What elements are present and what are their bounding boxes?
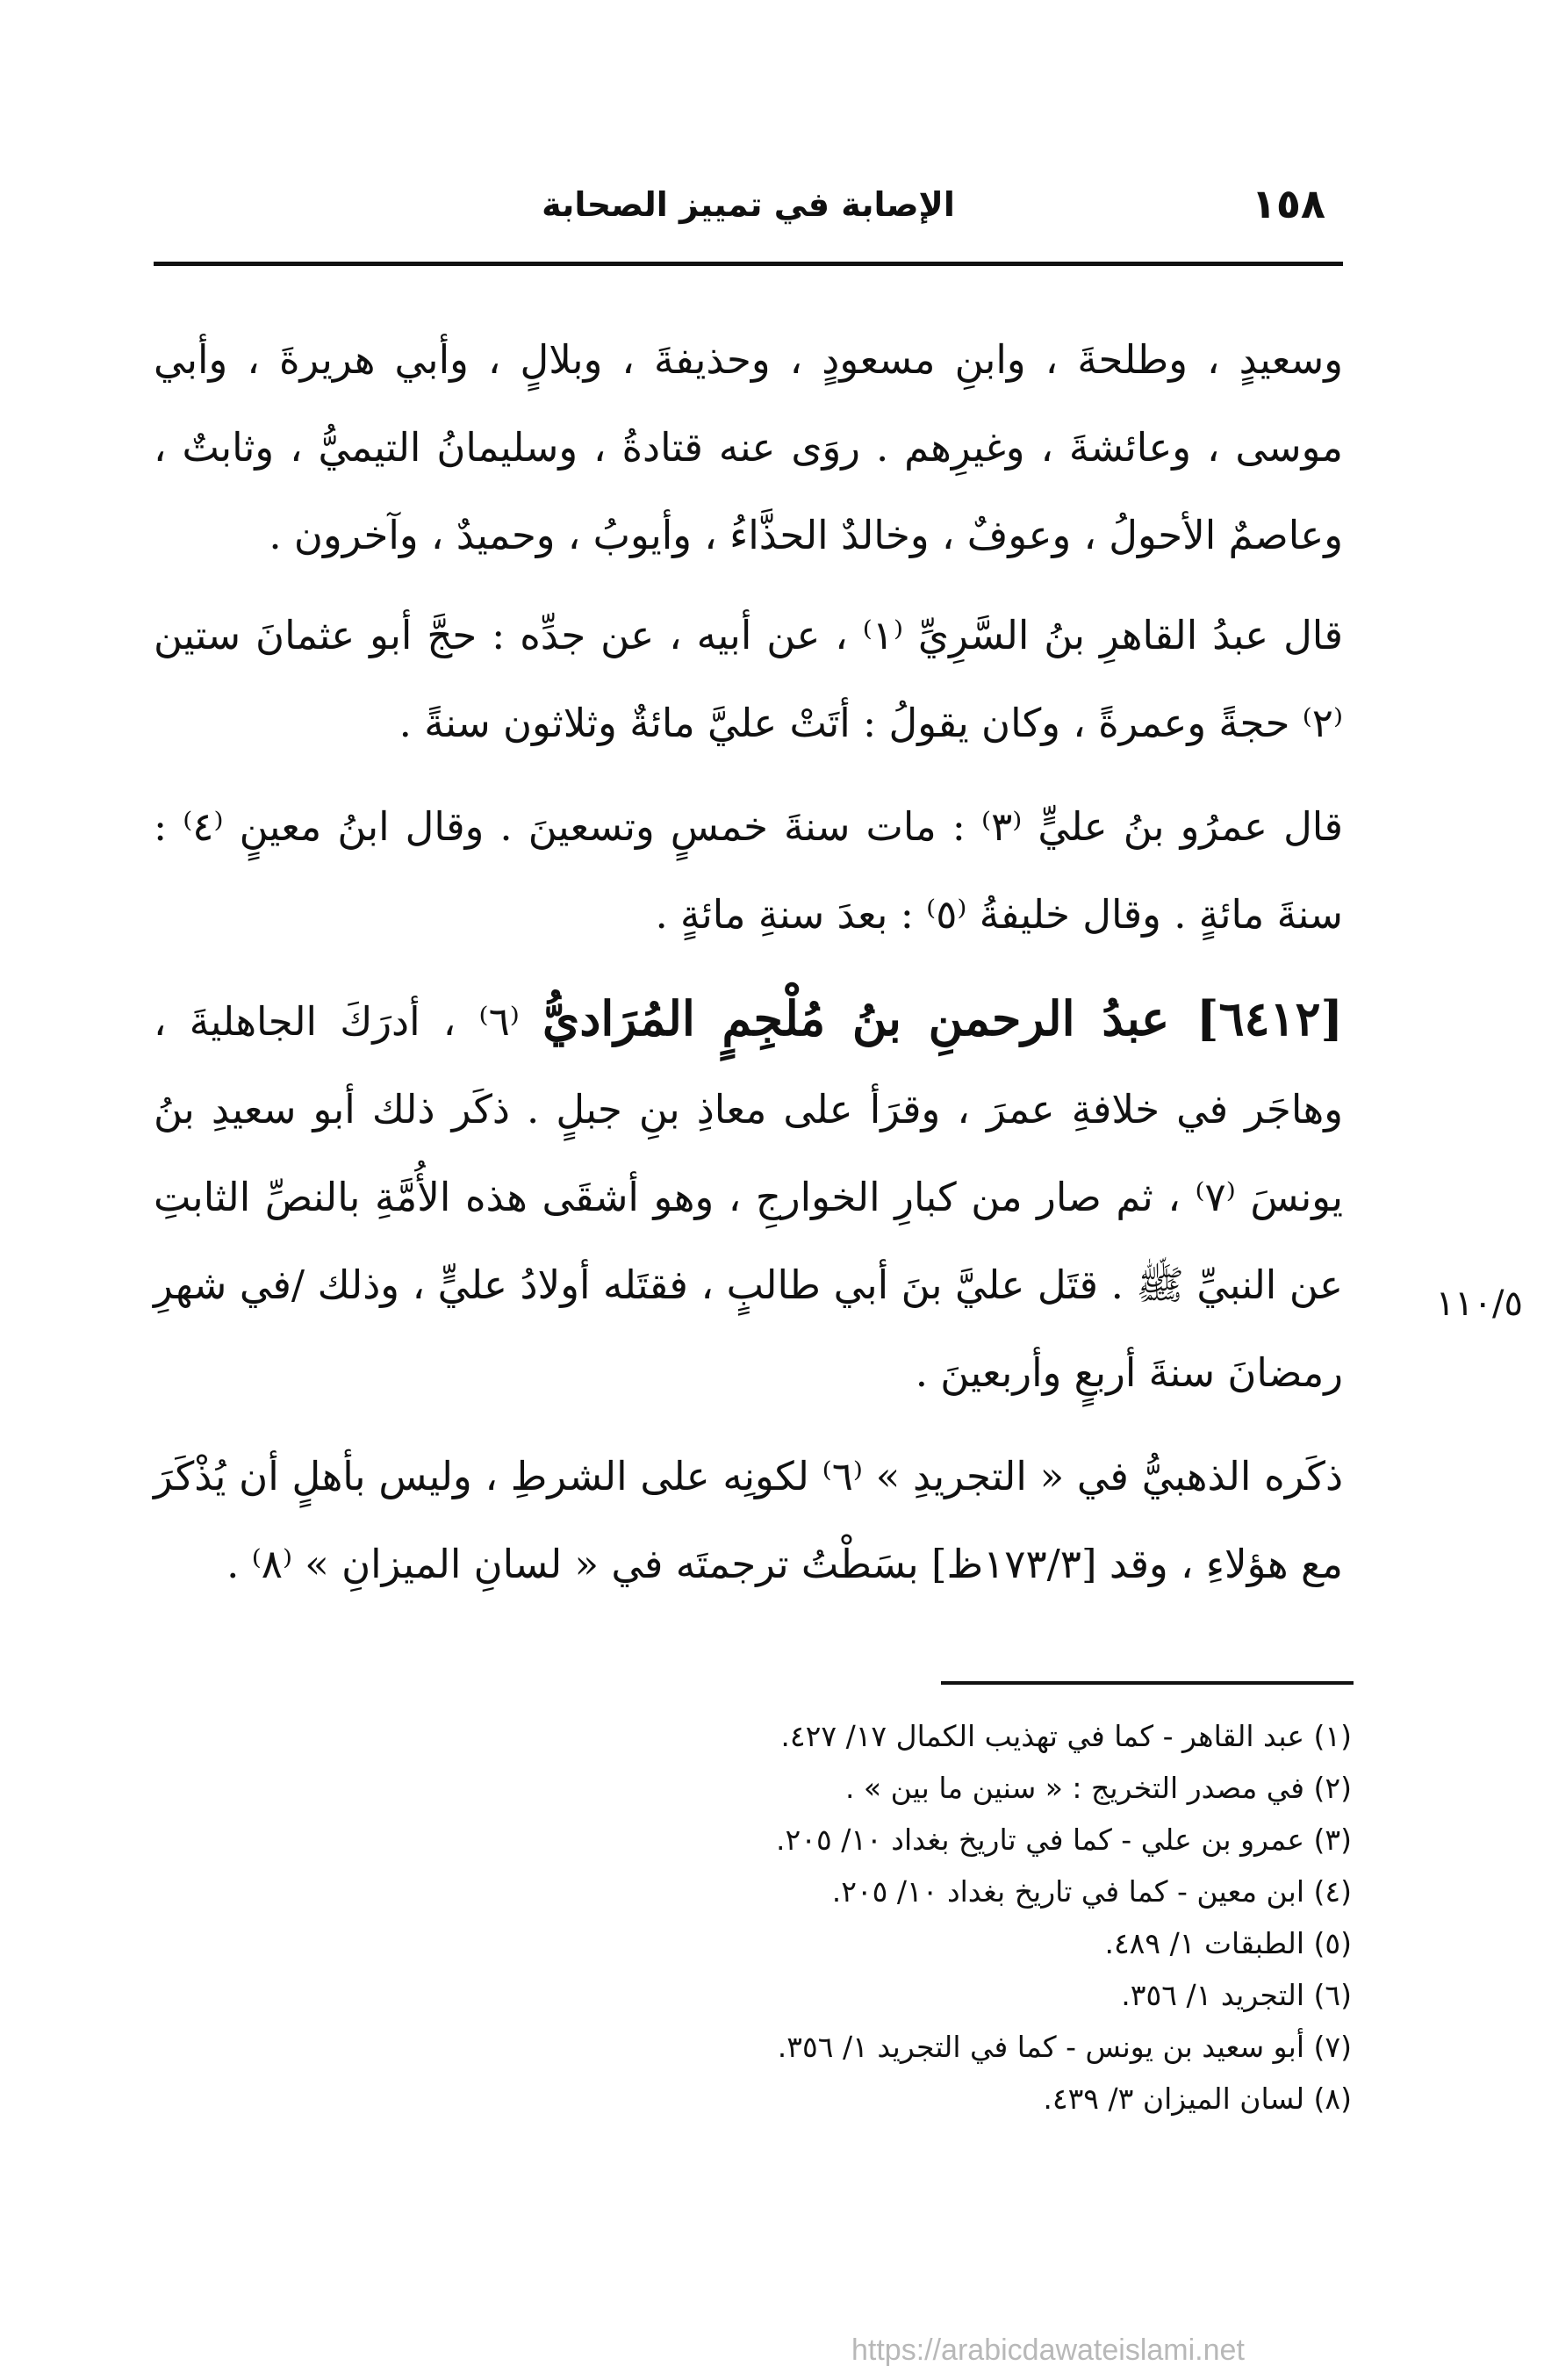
footnote-3: (٣) عمرو بن علي - كما في تاريخ بغداد ١٠/ ٢٠٥. xyxy=(776,1823,1352,1857)
paragraph-2: قال عبدُ القاهرِ بنُ السَّرِيِّ ⁽١⁾ ، عن أبيه ، عن جدِّه : حجَّ أبو عثمانَ ستين ⁽٢⁾ حجةً وعمرةً ، وكان يقولُ : أتَتْ عليَّ مائةٌ وثلاثون سنةً . xyxy=(154,612,1343,746)
paragraph-4-text: ⁽٦⁾ ، أدرَكَ الجاهليةَ ، وهاجَر في خلافةِ عمرَ ، وقرَأ على معاذِ بنِ جبلٍ . ذكَر ذلك أبو سعيدِ بنُ يونسَ ⁽٧⁾ ، ثم صار من كبارِ الخوارجِ ، وهو أشقَى هذه الأُمَّةِ بالنصِّ الثابتِ عن النبيِّ ﷺ . قتَل عليَّ بنَ أبي طالبٍ ، فقتَله أولادُ عليٍّ ، وذلك /في شهرِ رمضانَ سنةَ أربعٍ وأربعينَ . xyxy=(154,998,1344,1396)
page-header xyxy=(154,180,1343,241)
footnote-7: (٧) أبو سعيد بن يونس - كما في التجريد ١/ ٣٥٦. xyxy=(777,2030,1352,2064)
footnotes xyxy=(351,1710,1352,2125)
margin-reference: ١١٠/٥ xyxy=(1435,1283,1523,1324)
footnote-6: (٦) التجريد ١/ ٣٥٦. xyxy=(1121,1978,1352,2012)
footnote-1: (١) عبد القاهر - كما في تهذيب الكمال ١٧/ ٤٢٧. xyxy=(780,1719,1352,1753)
running-title: الإصابة في تمييز الصحابة xyxy=(542,185,955,224)
watermark-url: https://arabicdawateislami.net xyxy=(851,2333,1245,2367)
header-rule xyxy=(154,262,1343,266)
footnote-rule xyxy=(941,1681,1354,1685)
footnote-2: (٢) في مصدر التخريج : « سنين ما بين » . xyxy=(844,1771,1352,1805)
page-number: ١٥٨ xyxy=(1251,180,1325,227)
footnote-4: (٤) ابن معين - كما في تاريخ بغداد ١٠/ ٢٠٥. xyxy=(831,1874,1352,1909)
paragraph-5: ذكَره الذهبيُّ في « التجريدِ » ⁽٦⁾ لكونِه على الشرطِ ، وليس بأهلٍ أن يُذْكَرَ مع هؤلاءِ ، وقد [١٧٣/٣ظ] بسَطْتُ ترجمتَه في « لسانِ الميزانِ » ⁽٨⁾ . xyxy=(154,1453,1344,1587)
footnote-8: (٨) لسان الميزان ٣/ ٤٣٩. xyxy=(1043,2082,1352,2116)
paragraph-1: وسعيدٍ ، وطلحةَ ، وابنِ مسعودٍ ، وحذيفةَ ، وبلالٍ ، وأبي هريرةَ ، وأبي موسى ، وعائشةَ ، وغيرِهم . روَى عنه قتادةُ ، وسليمانُ التيميُّ ، وثابتٌ ، وعاصمٌ الأحولُ ، وعوفٌ ، وخالدٌ الحذَّاءُ ، وأيوبُ ، وحميدٌ ، وآخرون . xyxy=(154,336,1343,558)
footnote-5: (٥) الطبقات ١/ ٤٨٩. xyxy=(1104,1926,1352,1960)
entry-heading: [٦٤١٢] عبدُ الرحمنِ بنُ مُلْجِمٍ المُرَاديُّ xyxy=(542,990,1344,1046)
paragraph-4 xyxy=(154,974,1343,1417)
main-text xyxy=(154,316,1343,1621)
paragraph-3: قال عمرُو بنُ عليٍّ ⁽٣⁾ : مات سنةَ خمسٍ وتسعينَ . وقال ابنُ معينٍ ⁽٤⁾ : سنةَ مائةٍ . وقال خليفةُ ⁽٥⁾ : بعدَ سنةِ مائةٍ . xyxy=(154,803,1343,938)
